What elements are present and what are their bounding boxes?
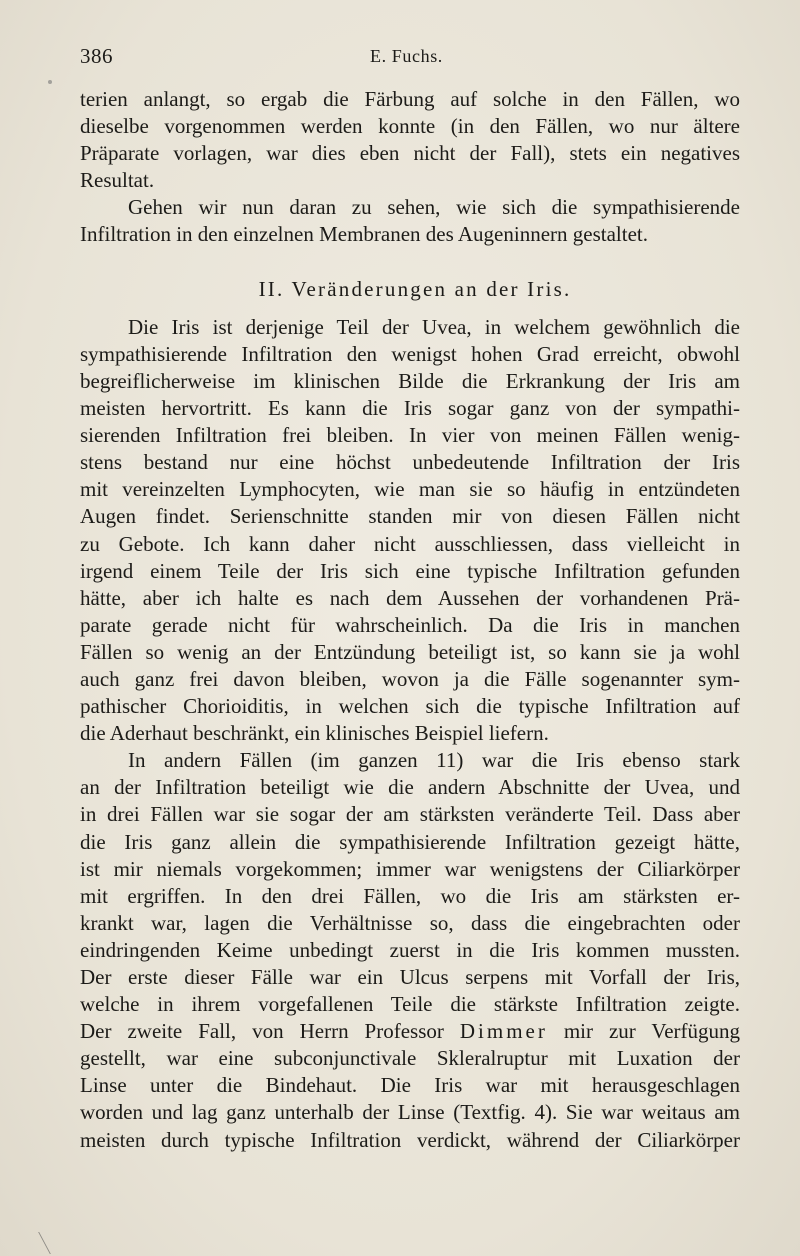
- text-line: Augen findet. Serienschnitte standen mir von diesen Fällen nicht: [80, 504, 740, 529]
- text-line: eindringenden Keime unbedingt zuerst in die Iris kommen mussten.: [80, 937, 740, 962]
- text-line: auch ganz frei davon bleiben, wovon ja die Fälle sogenannter sym-: [80, 666, 740, 691]
- margin-pencil-mark: [38, 1232, 65, 1254]
- text-line: ist mir niemals vorgekommen; immer war wenigstens der Ciliarkörper: [80, 856, 740, 881]
- text-line: stens bestand nur eine höchst unbedeutende Infiltration der Iris: [80, 450, 740, 475]
- text-line: terien anlangt, so ergab die Färbung auf solche in den Fällen, wo: [80, 87, 740, 111]
- heading-gap: [80, 303, 740, 314]
- person-name: Dimmer: [459, 1019, 548, 1044]
- text-line: meisten hervortritt. Es kann die Iris sogar ganz von der sympathi-: [80, 396, 740, 421]
- text-line: mit vereinzelten Lymphocyten, wie man sie so häufig in entzündeten: [80, 477, 740, 502]
- text-line: Der erste dieser Fälle war ein Ulcus serpens mit Vorfall der Iris,: [80, 965, 740, 989]
- text-line: zu Gebote. Ich kann daher nicht ausschliessen, dass vielleicht in: [80, 531, 740, 556]
- page-number: 386: [80, 44, 113, 68]
- text-line: begreiflicherweise im klinischen Bilde die Erkrankung der Iris am: [80, 368, 740, 393]
- text-line-with-name: [80, 1018, 740, 1045]
- text-line: Linse unter die Bindehaut. Die Iris war mit herausgeschlagen: [80, 1073, 740, 1098]
- text-line: parate gerade nicht für wahrscheinlich. Da die Iris in manchen: [80, 612, 740, 637]
- text-line: Gehen wir nun daran zu sehen, wie sich die sympathisierende: [128, 195, 740, 220]
- margin-dot: [48, 80, 52, 84]
- section-gap: [80, 249, 740, 276]
- text-line: Präparate vorlagen, war dies eben nicht der Fall), stets ein negatives: [80, 141, 740, 166]
- text-line: worden und lag ganz unterhalb der Linse (Textfig. 4). Sie war weitaus am: [80, 1100, 740, 1125]
- text-line: welche in ihrem vorgefallenen Teile die stärkste Infiltration zeigte.: [80, 992, 740, 1017]
- text-line: Fällen so wenig an der Entzündung beteiligt ist, so kann sie ja wohl: [80, 639, 740, 664]
- text-line: krankt war, lagen die Verhältnisse so, dass die eingebrachten oder: [80, 910, 740, 935]
- text-line-segment: Der zweite Fall, von Herrn Professor: [80, 1019, 444, 1044]
- text-line: die Aderhaut beschränkt, ein klinisches Beispiel liefern.: [80, 721, 549, 746]
- text-line: Die Iris ist derjenige Teil der Uvea, in welchem gewöhnlich die: [128, 314, 740, 339]
- text-line: pathischer Chorioiditis, in welchen sich die typische Infiltration auf: [80, 694, 740, 719]
- text-line: gestellt, war eine subconjunctivale Skleralruptur mit Luxation der: [80, 1046, 740, 1071]
- text-line: an der Infiltration beteiligt wie die andern Abschnitte der Uvea, und: [80, 775, 740, 800]
- text-line: dieselbe vorgenommen werden konnte (in den Fällen, wo nur ältere: [80, 114, 740, 139]
- text-line-segment: mir zur Verfügung: [563, 1019, 741, 1044]
- section-heading: II. Veränderungen an der Iris.: [258, 276, 572, 301]
- text-line: die Iris ganz allein die sympathisierende Infiltration gezeigt hätte,: [80, 829, 740, 854]
- text-line: irgend einem Teile der Iris sich eine typische Infiltration gefunden: [80, 558, 740, 583]
- text-line: in drei Fällen war sie sogar der am stärksten veränderte Teil. Dass aber: [80, 802, 740, 827]
- text-line: hätte, aber ich halte es nach dem Aussehen der vorhandenen Prä-: [80, 585, 740, 610]
- text-line: sierenden Infiltration frei bleiben. In vier von meinen Fällen wenig-: [80, 423, 740, 448]
- running-head: E. Fuchs.: [370, 46, 443, 66]
- text-line: Infiltration in den einzelnen Membranen des Augeninnern gestaltet.: [80, 222, 648, 247]
- text-line: mit ergriffen. In den drei Fällen, wo die Iris am stärksten er-: [80, 883, 740, 908]
- text-line: Resultat.: [80, 168, 155, 193]
- body-text: [80, 86, 740, 1154]
- page-header: [80, 44, 740, 74]
- text-line: meisten durch typische Infiltration verdickt, während der Ciliarkörper: [80, 1127, 740, 1152]
- text-line: sympathisierende Infiltration den wenigst hohen Grad erreicht, obwohl: [80, 341, 740, 366]
- text-line: In andern Fällen (im ganzen 11) war die Iris ebenso stark: [128, 748, 740, 773]
